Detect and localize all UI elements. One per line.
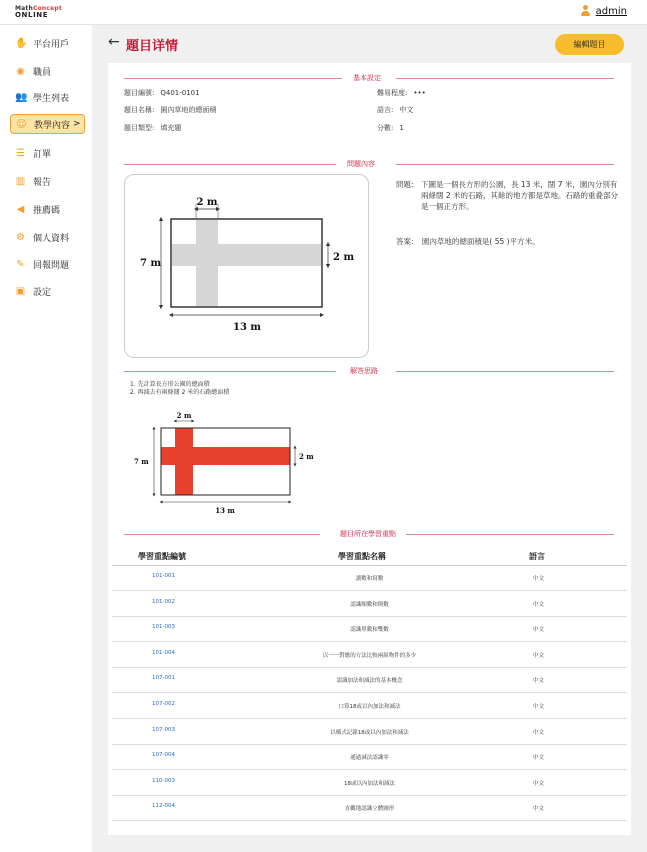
username-link[interactable]: admin bbox=[595, 5, 627, 17]
learning-point-name: 口算18或以內加法和減法 bbox=[338, 704, 401, 710]
sidebar-item-label: 教學內容 bbox=[34, 120, 71, 131]
score-value: 1 bbox=[399, 124, 404, 132]
field-label: 題目名稱: bbox=[124, 106, 155, 114]
learning-point-lang: 中文 bbox=[533, 755, 545, 762]
logo-math: Math bbox=[15, 5, 33, 12]
question-name-field bbox=[124, 105, 216, 115]
sidebar-item-orders[interactable] bbox=[10, 143, 85, 163]
sidebar-item-label: 平台用戶 bbox=[33, 39, 70, 50]
sidebar-item-label: 報告 bbox=[33, 177, 52, 188]
students-icon: 👥 bbox=[15, 91, 28, 103]
question-name-value: 園內草地的總面積 bbox=[160, 106, 217, 114]
learning-point-code-link[interactable]: 112-004 bbox=[152, 803, 175, 810]
difficulty-field bbox=[377, 88, 426, 98]
sidebar-item-label: 訂單 bbox=[33, 149, 52, 160]
settings-icon: ▣ bbox=[15, 285, 26, 297]
learning-point-lang: 中文 bbox=[533, 627, 545, 634]
logo-online: ONLINE bbox=[15, 11, 49, 19]
user-icon bbox=[580, 5, 591, 17]
park-diagram-svg bbox=[125, 175, 370, 359]
question-id-value: Q401-0101 bbox=[160, 89, 200, 97]
section-title: 題目所在學習重點 bbox=[340, 530, 396, 538]
chevron-right-icon: > bbox=[73, 119, 81, 129]
learning-point-code-link[interactable]: 101-002 bbox=[152, 598, 175, 605]
learning-point-lang: 中文 bbox=[533, 652, 545, 659]
learning-point-code-link[interactable]: 110-003 bbox=[152, 777, 175, 784]
staff-icon: ◉ bbox=[16, 65, 25, 77]
order-icon: ☰ bbox=[16, 147, 25, 159]
learning-point-name: 認識順數和倒數 bbox=[350, 601, 389, 608]
table-row-divider bbox=[112, 718, 627, 719]
learning-point-lang: 中文 bbox=[533, 678, 545, 685]
question-text: 下圖是一個長方形的公園，長 13 米，闊 7 米，園內分別有兩條闊 2 米的石路，其餘的地方都是草地。石路的重叠部分是一個正方形。 bbox=[421, 180, 619, 211]
sidebar-item-label: 回報問題 bbox=[33, 260, 70, 271]
learning-point-name: 讀數和寫數 bbox=[355, 576, 384, 582]
learning-point-lang: 中文 bbox=[533, 806, 545, 813]
section-title: 基本設定 bbox=[353, 74, 381, 82]
top-bar bbox=[0, 0, 647, 25]
answer-block bbox=[396, 236, 540, 247]
field-label: 題目類型: bbox=[124, 124, 155, 132]
learning-point-code-link[interactable]: 101-001 bbox=[152, 573, 175, 579]
answer-label: 答案: bbox=[396, 237, 414, 246]
learning-point-name: 以橫式記錄18或以內加法和減法 bbox=[330, 729, 409, 736]
sidebar-item-platform-users[interactable] bbox=[10, 33, 85, 53]
question-type-value: 填充題 bbox=[160, 124, 182, 132]
table-row-divider bbox=[112, 641, 627, 642]
learning-point-name: 直觀地認識立體圖形 bbox=[344, 806, 395, 813]
learning-points-header bbox=[124, 529, 614, 539]
question-detail-card bbox=[108, 63, 631, 835]
solution-horizontal-path bbox=[161, 447, 290, 465]
page-title: 題目详情 bbox=[126, 39, 179, 54]
sidebar-item-label: 學生列表 bbox=[33, 93, 70, 104]
table-header-divider bbox=[112, 565, 627, 566]
sidebar-item-settings[interactable] bbox=[10, 281, 85, 301]
learning-point-lang: 中文 bbox=[533, 780, 545, 787]
table-row-divider bbox=[112, 744, 627, 745]
table-row-divider bbox=[112, 692, 627, 693]
hands-icon: ✋ bbox=[15, 37, 28, 49]
speaker-icon: ◀ bbox=[16, 203, 25, 215]
learning-point-code-link[interactable]: 107-003 bbox=[152, 726, 175, 733]
solution-header bbox=[124, 366, 614, 376]
col-header-code: 學習重點編號 bbox=[138, 552, 186, 561]
learning-point-lang: 中文 bbox=[533, 704, 545, 710]
learning-point-code-link[interactable]: 107-002 bbox=[152, 701, 175, 707]
score-field bbox=[377, 123, 404, 133]
sidebar-item-report-issue[interactable] bbox=[10, 254, 85, 274]
learning-point-name: 認識加法和減法的基本概念 bbox=[336, 678, 403, 685]
report-icon: ✎ bbox=[16, 258, 25, 270]
table-row-divider bbox=[112, 616, 627, 617]
field-label: 語言: bbox=[377, 106, 394, 114]
question-type-field bbox=[124, 123, 181, 133]
solution-steps bbox=[130, 381, 229, 397]
learning-point-lang: 中文 bbox=[533, 601, 545, 608]
table-row-divider bbox=[112, 667, 627, 668]
language-field bbox=[377, 105, 413, 115]
solution-left-label: 7 m bbox=[134, 457, 149, 466]
learning-point-name: 通過減法認識零 bbox=[350, 755, 389, 762]
table-row-divider bbox=[112, 795, 627, 796]
col-header-name: 學習重點名稱 bbox=[338, 552, 386, 561]
right-width-label: 2 m bbox=[333, 252, 355, 263]
sidebar-item-staff[interactable] bbox=[10, 61, 85, 81]
table-row-divider bbox=[112, 590, 627, 591]
sidebar-item-reports[interactable] bbox=[10, 171, 85, 191]
left-height-label: 7 m bbox=[140, 258, 162, 269]
solution-right-label: 2 m bbox=[299, 452, 314, 461]
learning-point-code-link[interactable]: 107-004 bbox=[152, 752, 175, 759]
bottom-length-label: 13 m bbox=[233, 322, 261, 333]
question-label: 問題: bbox=[396, 180, 414, 189]
learning-point-name: 以一一對應的方法比較兩組物件的多少 bbox=[322, 652, 417, 659]
field-label: 分數: bbox=[377, 124, 394, 132]
answer-text: 園內草地的總面積是( 55 )平方米。 bbox=[421, 237, 540, 246]
learning-point-name: 18或以內加法和減法 bbox=[344, 780, 395, 787]
section-title: 解答思路 bbox=[350, 367, 378, 375]
language-value: 中文 bbox=[399, 106, 414, 114]
solution-step-1: 1. 先計算長方形公園的總面積 bbox=[130, 381, 210, 388]
sidebar-item-students[interactable] bbox=[10, 87, 85, 107]
question-id-field bbox=[124, 88, 200, 98]
user-menu[interactable] bbox=[580, 5, 627, 17]
sidebar-item-label: 個人資料 bbox=[33, 233, 70, 244]
learning-point-code-link[interactable]: 101-004 bbox=[152, 649, 175, 656]
solution-bottom-label: 13 m bbox=[215, 506, 235, 515]
question-diagram bbox=[124, 174, 369, 358]
sidebar bbox=[0, 25, 92, 852]
section-title: 問題內容 bbox=[347, 160, 375, 168]
profile-icon: ⚙ bbox=[16, 231, 25, 243]
solution-top-label: 2 m bbox=[176, 411, 192, 420]
learning-point-code-link[interactable]: 107-001 bbox=[152, 675, 175, 682]
top-width-label: 2 m bbox=[196, 197, 218, 208]
logo-concept: Concept bbox=[32, 5, 62, 12]
difficulty-value: ••• bbox=[413, 89, 426, 97]
learning-point-name: 認識單數和雙數 bbox=[350, 627, 389, 634]
edit-question-button[interactable]: 編輯題目 bbox=[555, 34, 624, 55]
sidebar-item-profile[interactable] bbox=[10, 227, 85, 247]
logo[interactable] bbox=[15, 5, 62, 19]
solution-diagram-svg bbox=[128, 408, 314, 518]
learning-point-lang: 中文 bbox=[533, 576, 545, 582]
field-label: 難易程度: bbox=[377, 89, 408, 97]
field-label: 題目編號: bbox=[124, 89, 155, 97]
col-header-lang: 語言 bbox=[529, 552, 545, 561]
solution-step-2: 2. 再減去有兩條闊 2 米的石路總面積 bbox=[130, 389, 230, 396]
chart-icon: ▥ bbox=[15, 175, 26, 187]
table-row-divider bbox=[112, 820, 627, 821]
teaching-icon: ☺ bbox=[16, 118, 27, 130]
learning-point-lang: 中文 bbox=[533, 729, 545, 736]
back-arrow-icon[interactable]: ← bbox=[108, 34, 120, 50]
basic-settings-header bbox=[124, 73, 614, 83]
sidebar-item-referral[interactable] bbox=[10, 199, 85, 219]
learning-point-code-link[interactable]: 101-003 bbox=[152, 624, 175, 631]
question-content-header bbox=[124, 159, 614, 169]
table-row-divider bbox=[112, 769, 627, 770]
sidebar-item-label: 推薦碼 bbox=[33, 205, 61, 216]
sidebar-item-label: 職員 bbox=[33, 67, 52, 78]
sidebar-item-teaching-content[interactable] bbox=[10, 114, 85, 134]
horizontal-path bbox=[171, 244, 322, 266]
sidebar-item-label: 設定 bbox=[33, 287, 52, 298]
